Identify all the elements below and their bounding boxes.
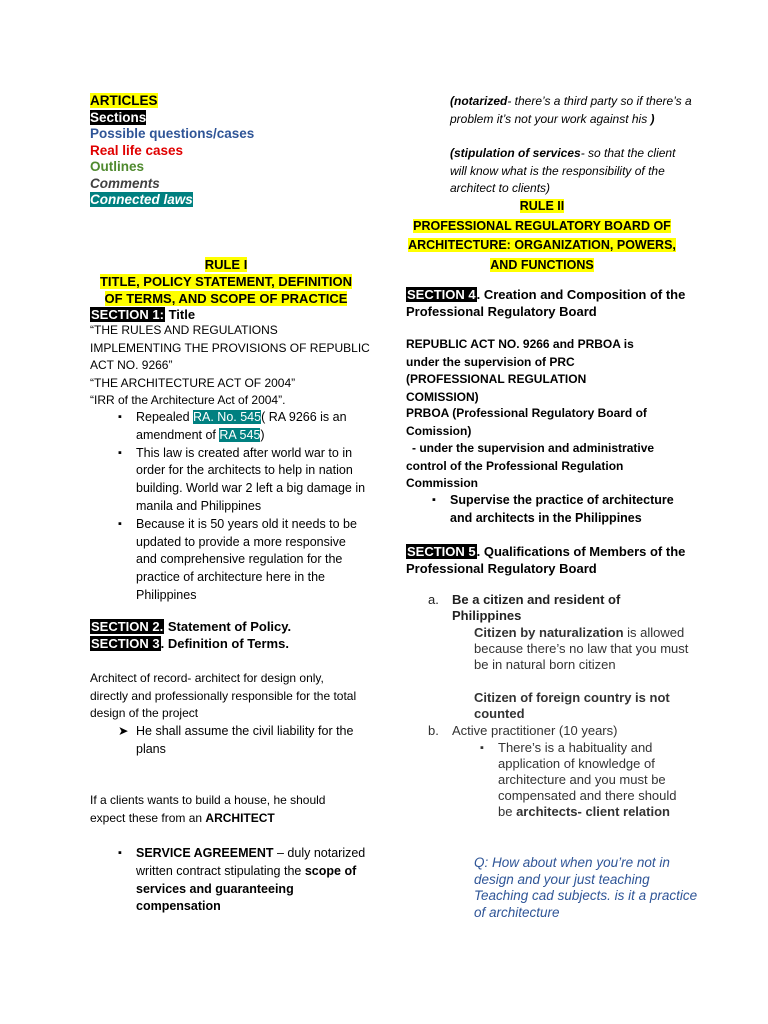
qualification-b <box>428 723 668 739</box>
section4-heading <box>406 286 686 320</box>
section4-title: . Creation and Composition of the Professional Regulatory Board <box>406 287 686 319</box>
section4-para1: REPUBLIC ACT NO. 9266 and PRBOA is under the supervision of PRC (PROFESSIONAL REGULATION COMISSION) <box>406 337 634 404</box>
section1-quotes <box>90 322 370 410</box>
section1-bullet-repealed: ▪ Repealed RA. No. 545( RA 9266 is an amendment of RA 545) <box>114 409 366 445</box>
section3-tag: SECTION 3 <box>91 636 160 651</box>
rule1-label: RULE I <box>204 257 248 272</box>
qualification-b-marker: b. <box>428 723 439 738</box>
section5-tag: SECTION 5 <box>407 544 476 559</box>
section5-title: . Qualifications of Members of the Professional Regulatory Board <box>406 544 686 576</box>
service-agreement-item: ▪ SERVICE AGREEMENT – duly notarized written contract stipulating the scope of services and guaranteeing compensation <box>114 845 366 916</box>
section2-heading <box>90 618 291 635</box>
qualification-b-text: Active practitioner (10 years) <box>452 723 618 738</box>
rule2-label: RULE II <box>519 199 565 213</box>
citizen-by-naturalization: Citizen by naturalization is allowed because there’s no law that you must be in natural born citizen <box>474 625 689 672</box>
legend-connected-laws: Connected laws <box>90 192 193 207</box>
section1-bullet-after-war: ▪ This law is created after world war to in order for the architects to help in nation building. World war 2 left a big damage in manila and Philippines <box>114 445 366 516</box>
rule1-heading <box>90 256 362 307</box>
section1-tag: SECTION 1: <box>91 307 164 322</box>
notarized-note: (notarized- there’s a third party so if there’s a problem it’s not your work against his ) <box>450 94 692 126</box>
rule2-line2: ARCHITECTURE: ORGANIZATION, POWERS, <box>408 238 676 252</box>
section3-title: . Definition of Terms. <box>160 636 289 651</box>
legend-outlines: Outlines <box>90 159 145 174</box>
rule2-line3: AND FUNCTIONS <box>490 257 594 272</box>
habituality-item: ▪ There’s is a habituality and application of knowledge of architecture and you must be compensated and there should be architects- client relation <box>476 740 691 820</box>
section4-prboa: PRBOA (Professional Regulatory Board of Comission) <box>406 406 647 438</box>
question-teaching-cad: Q: How about when you’re not in design and your just teaching Teaching cad subjects. is it a practice of architecture <box>474 855 698 920</box>
client-expectation: If a clients wants to build a house, he should expect these from an ARCHITECT <box>90 793 326 825</box>
qualification-a-marker: a. <box>428 592 439 607</box>
legend-articles: ARTICLES <box>90 93 158 108</box>
arrow-bullet-icon: ➤ <box>118 724 129 738</box>
legend-sections: Sections <box>90 109 147 125</box>
qualification-a-text: Be a citizen and resident of Philippines <box>452 592 621 623</box>
section4-supervision: - under the supervision and administrative control of the Professional Regulation Commission <box>406 441 655 490</box>
section1-bullet-50-years: ▪ Because it is 50 years old it needs to be updated to provide a more responsive and comprehensive regulation for the practice of architecture here in the Philippines <box>114 516 366 605</box>
section4-bullets <box>428 492 678 528</box>
rule2-line1: PROFESSIONAL REGULATORY BOARD OF <box>413 218 671 233</box>
section4-tag: SECTION 4 <box>407 287 476 302</box>
section4-bullet-supervise: ▪ Supervise the practice of architecture and architects in the Philippines <box>428 492 678 528</box>
section1-quote3: “IRR of the Architecture Act of 2004”. <box>90 393 286 407</box>
connected-law-ra545-2: RA 545 <box>219 427 261 442</box>
section1-quote1: “THE RULES AND REGULATIONS IMPLEMENTING THE PROVISIONS OF REPUBLIC ACT NO. 9266” <box>90 323 370 372</box>
legend-real-life: Real life cases <box>90 142 184 158</box>
qualification-a <box>428 592 668 624</box>
section3-heading <box>90 635 289 652</box>
connected-law-ra545: RA. No. 545 <box>193 410 262 424</box>
section2-tag: SECTION 2. <box>91 619 164 634</box>
citizen-foreign-country: Citizen of foreign country is not counted <box>474 690 670 721</box>
rule1-title-line2: OF TERMS, AND SCOPE OF PRACTICE <box>104 291 348 306</box>
rule1-title-line1: TITLE, POLICY STATEMENT, DEFINITION <box>99 274 353 289</box>
legend-comments: Comments <box>90 175 160 191</box>
stipulation-note: (stipulation of services- so that the client will know what is the responsibility of the architect to clients) <box>450 146 676 195</box>
rule2-heading <box>406 197 678 275</box>
section1-heading <box>90 306 195 323</box>
architect-of-record-definition: Architect of record- architect for design only, directly and professionally responsible for the total design of the project <box>90 671 357 720</box>
section1-title: Title <box>164 307 196 322</box>
legend-questions: Possible questions/cases <box>90 126 255 141</box>
section2-title: Statement of Policy. <box>164 619 292 634</box>
service-agreement-list <box>114 845 366 916</box>
section5-heading <box>406 543 686 577</box>
civil-liability-item: ➤ He shall assume the civil liability for the plans <box>118 724 354 756</box>
section1-quote2: “THE ARCHITECTURE ACT OF 2004” <box>90 375 296 390</box>
section1-bullets <box>114 409 366 605</box>
qualification-b-bullets <box>476 740 691 820</box>
